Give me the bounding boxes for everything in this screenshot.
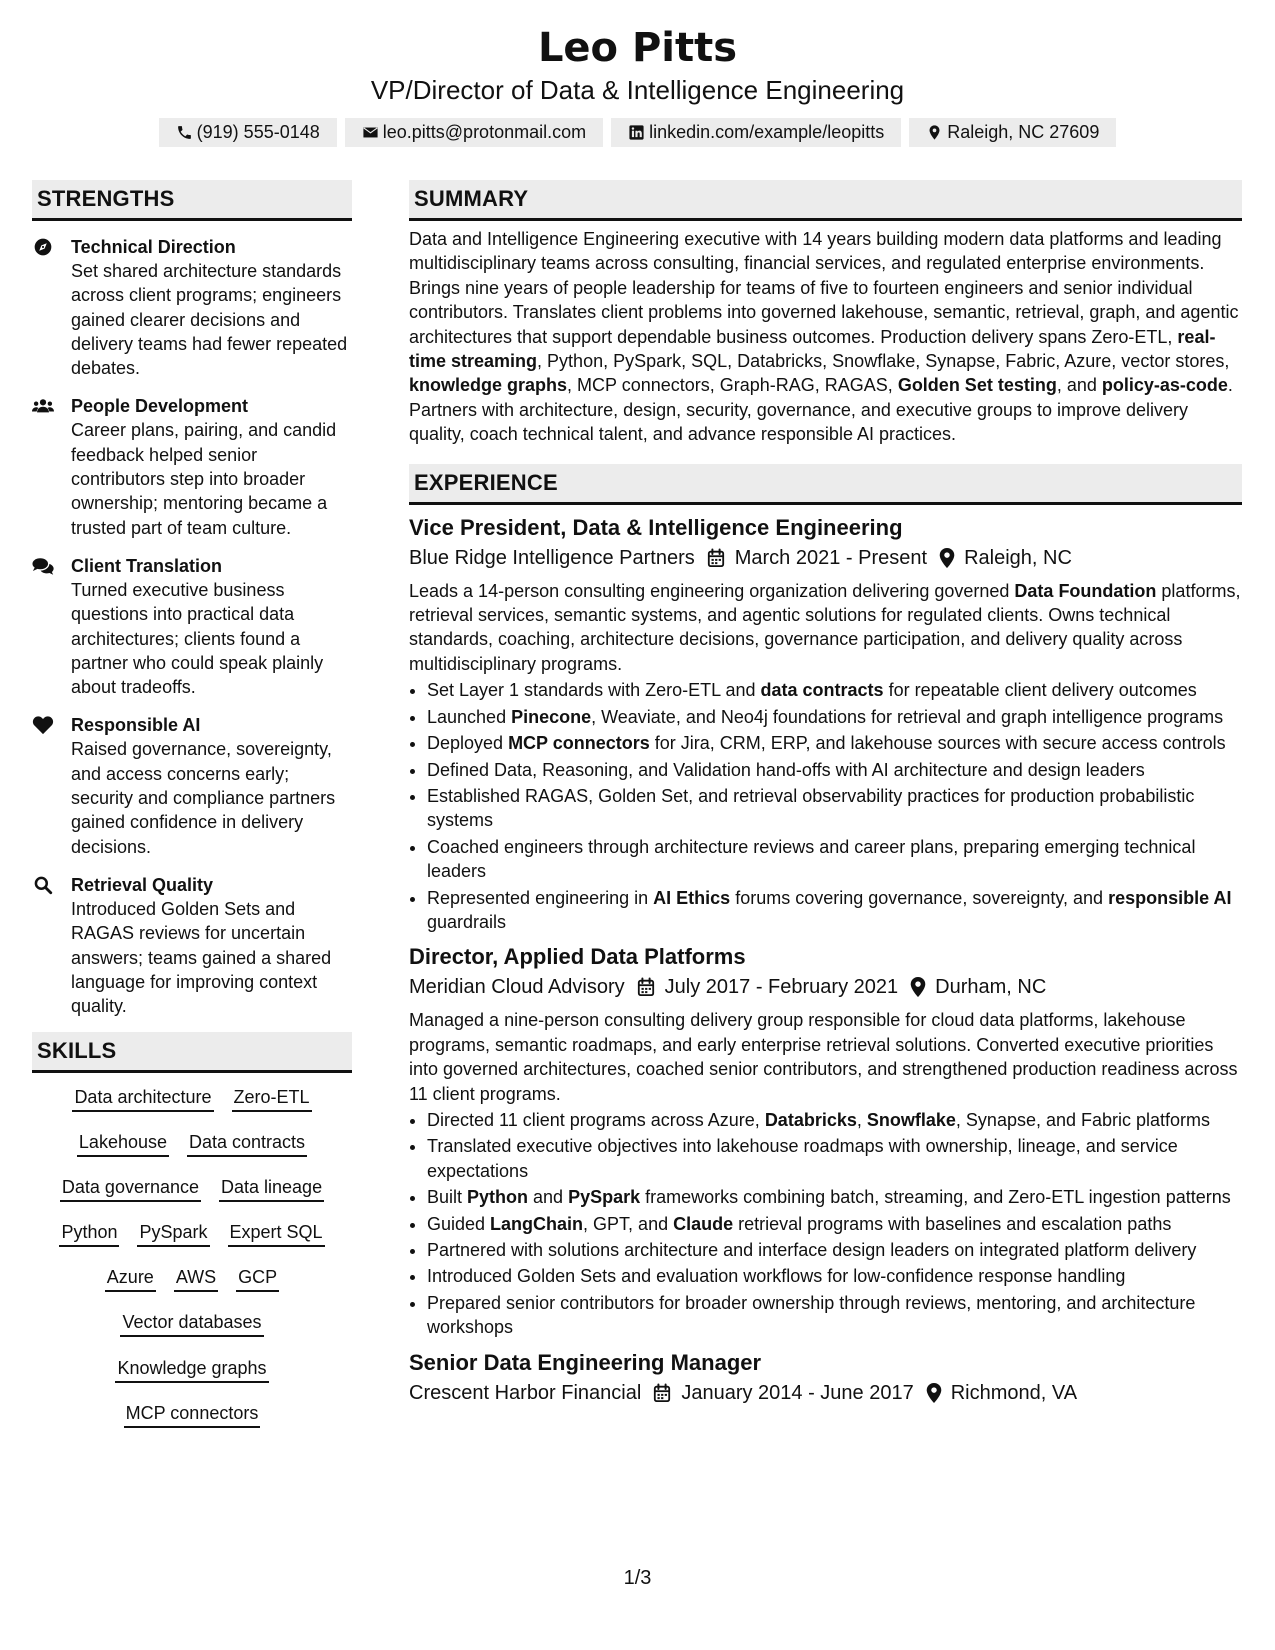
bullet-run: Built	[427, 1187, 468, 1208]
job-bullets	[409, 1108, 1242, 1340]
job-meta	[409, 1378, 1242, 1408]
strength-desc: Introduced Golden Sets and RAGAS reviews for uncertain answers; teams gained a shared language for improving context quality.	[71, 898, 332, 1017]
bullet-run: , GPT, and	[583, 1213, 674, 1234]
skill-row	[32, 1211, 352, 1256]
skill-row	[32, 1347, 352, 1392]
phone-text: (919) 555-0148	[196, 122, 320, 142]
bullet-run: Partnered with solutions architecture and interface design leaders on integrated platform delivery	[427, 1240, 1197, 1260]
bullet-run: frameworks combining batch, streaming, and Zero-ETL ingestion patterns	[640, 1187, 1231, 1208]
skill-tag: PySpark	[137, 1220, 209, 1247]
job-entry	[409, 942, 1242, 1339]
bullet-item	[427, 886, 1242, 935]
bullet-run-bold: LangChain	[490, 1213, 584, 1234]
bullet-run-bold: Pinecone	[511, 706, 592, 727]
bullet-run: , Weaviate, and Neo4j foundations for retrieval and graph intelligence programs	[591, 706, 1224, 727]
job-entry	[409, 1348, 1242, 1408]
email-chip[interactable]	[345, 118, 603, 147]
summary-run: , MCP connectors, Graph-RAG, RAGAS,	[567, 375, 898, 396]
job-company: Crescent Harbor Financial	[409, 1381, 642, 1404]
skill-tag: Data governance	[60, 1175, 201, 1202]
strength-desc: Career plans, pairing, and candid feedback helped senior contributors step into broader ownership; mentoring became a trusted part of team culture.	[71, 420, 337, 538]
right-column	[409, 180, 1242, 1408]
skill-tag: Lakehouse	[77, 1130, 169, 1157]
linkedin-icon	[628, 124, 645, 141]
calendar-icon	[653, 1383, 671, 1403]
bullet-run: retrieval programs with baselines and escalation paths	[733, 1213, 1172, 1234]
bullet-run: Set Layer 1 standards with Zero-ETL and	[427, 680, 761, 701]
strength-title: Responsible AI	[71, 715, 201, 736]
strength-item	[32, 873, 352, 1018]
job-dates: March 2021 - Present	[734, 546, 928, 569]
bullet-run-bold: responsible AI	[1108, 887, 1232, 908]
page-number: 1/3	[623, 1567, 652, 1589]
bullet-item	[427, 1185, 1242, 1209]
bullet-run: Coached engineers through architecture reviews and career plans, preparing emerging technical leaders	[427, 836, 1196, 882]
desc-run: platforms, retrieval services, semantic systems, and agentic solutions for regulated clients. Owns technical standards, coaching, architecture decisions, governance participation, and delivery quality across multidisciplinary programs.	[409, 580, 1241, 674]
job-location: Raleigh, NC	[964, 546, 1072, 569]
skills-heading: SKILLS	[32, 1032, 352, 1073]
calendar-icon	[707, 548, 725, 568]
email-text: leo.pitts@protonmail.com	[382, 122, 587, 142]
location-chip	[909, 118, 1116, 147]
summary-run-bold: knowledge graphs	[409, 375, 568, 396]
job-dates: July 2017 - February 2021	[664, 976, 899, 999]
bullet-run: , Synapse, and Fabric platforms	[955, 1109, 1211, 1130]
skill-tag: Expert SQL	[228, 1220, 325, 1247]
envelope-icon	[362, 124, 379, 141]
bullet-run: guardrails	[427, 911, 507, 932]
bullet-run-bold: Snowflake	[866, 1109, 956, 1130]
bullet-run: for Jira, CRM, ERP, and lakehouse sources with secure access controls	[649, 733, 1226, 754]
desc-run-bold: Data Foundation	[1014, 580, 1157, 601]
job-meta	[409, 972, 1242, 1002]
skills-list	[32, 1075, 352, 1437]
bullet-run: Guided	[427, 1213, 491, 1234]
summary-text	[409, 227, 1242, 447]
search-icon	[32, 875, 54, 895]
summary-run-bold: policy-as-code	[1101, 375, 1228, 396]
job-company: Meridian Cloud Advisory	[409, 976, 625, 999]
bullet-item	[427, 731, 1242, 755]
location-text: Raleigh, NC 27609	[947, 122, 1100, 142]
strength-desc: Set shared architecture standards across client programs; engineers gained clearer decisions and delivery teams had fewer repeated debates.	[71, 261, 348, 379]
skill-tag: Azure	[105, 1265, 156, 1292]
users-icon	[32, 396, 54, 416]
bullet-run: Translated executive objectives into lakehouse roadmaps with ownership, lineage, and service expectations	[427, 1136, 1178, 1181]
job-company: Blue Ridge Intelligence Partners	[409, 546, 695, 569]
bullet-run-bold: Claude	[673, 1213, 734, 1234]
bullet-run: Deployed	[427, 733, 509, 754]
summary-run: , and	[1056, 375, 1102, 396]
bullet-run: Launched	[427, 706, 512, 727]
summary-run-bold: Golden Set testing	[897, 375, 1057, 396]
skill-row	[32, 1121, 352, 1166]
strength-desc: Turned executive business questions into practical data architectures; clients found a partner who could speak plainly about tradeoffs.	[71, 579, 324, 698]
phone-chip[interactable]	[159, 118, 337, 147]
skill-tag: Data architecture	[72, 1085, 213, 1112]
summary-run: . Partners with architecture, design, security, governance, and executive groups to improve delivery quality, coach technical talent, and advance responsible AI practices.	[409, 375, 1233, 445]
skill-row	[32, 1166, 352, 1211]
strength-title: People Development	[71, 396, 249, 417]
candidate-title: VP/Director of Data & Intelligence Engineering	[370, 75, 905, 105]
map-pin-icon	[939, 548, 955, 568]
bullet-run: Directed 11 client programs across Azure,	[427, 1109, 765, 1130]
summary-run-bold: real-time streaming	[409, 326, 1216, 372]
skill-row	[32, 1075, 352, 1120]
job-entry	[409, 513, 1242, 935]
compass-icon	[32, 237, 54, 257]
job-dates: January 2014 - June 2017	[681, 1381, 914, 1404]
bullet-run: forums covering governance, sovereignty, and	[730, 887, 1109, 908]
summary-run: , Python, PySpark, SQL, Databricks, Snowflake, Synapse, Fabric, Azure, vector stores,	[537, 351, 1230, 372]
map-pin-icon	[926, 124, 943, 141]
skill-tag: MCP connectors	[124, 1401, 261, 1428]
job-title: Vice President, Data & Intelligence Engineering	[409, 514, 903, 540]
job-meta	[409, 543, 1242, 573]
bullet-run: ,	[856, 1109, 867, 1130]
map-pin-icon	[926, 1383, 942, 1403]
skill-tag: Data lineage	[219, 1175, 324, 1202]
bullet-run-bold: Python	[467, 1187, 529, 1208]
experience-heading: EXPERIENCE	[409, 464, 1242, 505]
job-description	[409, 579, 1242, 677]
bullet-item	[427, 1108, 1242, 1132]
bullet-run-bold: Databricks	[764, 1109, 857, 1130]
contact-bar	[0, 118, 1275, 147]
bullet-item	[427, 1291, 1242, 1340]
skill-tag: AWS	[174, 1265, 218, 1292]
bullet-run: Defined Data, Reasoning, and Validation hand-offs with AI architecture and design leaders	[427, 759, 1145, 780]
bullet-run: for repeatable client delivery outcomes	[883, 680, 1197, 701]
strength-title: Client Translation	[71, 555, 223, 576]
skill-tag: Data contracts	[187, 1130, 307, 1157]
skill-row	[32, 1301, 352, 1346]
job-description	[409, 1008, 1242, 1106]
bullet-item	[427, 678, 1242, 702]
job-title: Director, Applied Data Platforms	[409, 944, 746, 970]
strength-desc: Raised governance, sovereignty, and access concerns early; security and compliance partners gained confidence in delivery decisions.	[71, 739, 336, 857]
strength-title: Technical Direction	[71, 237, 236, 257]
strength-item	[32, 235, 352, 380]
bullet-item	[427, 758, 1242, 782]
bullet-run: Prepared senior contributors for broader ownership through reviews, mentoring, and architecture workshops	[427, 1292, 1196, 1338]
strength-item	[32, 554, 352, 699]
comments-icon	[32, 556, 54, 576]
resume-header	[0, 22, 1275, 147]
skill-tag: Zero-ETL	[232, 1085, 312, 1112]
bullet-run: Established RAGAS, Golden Set, and retrieval observability practices for production probabilistic systems	[427, 785, 1195, 831]
bullet-run: and	[528, 1187, 569, 1208]
heart-icon	[32, 715, 54, 735]
bullet-run-bold: PySpark	[568, 1187, 641, 1208]
bullet-item	[427, 835, 1242, 884]
skill-tag: Vector databases	[120, 1310, 263, 1337]
bullet-item	[427, 1264, 1242, 1288]
bullet-item	[427, 1134, 1242, 1183]
strength-title: Retrieval Quality	[71, 874, 214, 895]
strength-item	[32, 394, 352, 539]
bullet-item	[427, 705, 1242, 729]
strengths-list	[32, 235, 352, 1018]
left-column	[32, 180, 352, 1437]
linkedin-chip[interactable]	[611, 118, 901, 147]
map-pin-icon	[910, 977, 926, 997]
skill-row	[32, 1256, 352, 1301]
linkedin-text: linkedin.com/example/leopitts	[649, 122, 885, 142]
bullet-item	[427, 784, 1242, 833]
summary-heading: SUMMARY	[409, 180, 1242, 221]
skill-tag: Python	[59, 1220, 119, 1247]
bullet-item	[427, 1212, 1242, 1236]
bullet-run-bold: AI Ethics	[653, 887, 731, 908]
strength-item	[32, 713, 352, 858]
bullet-run-bold: data contracts	[760, 680, 884, 701]
phone-icon	[176, 124, 193, 141]
strengths-heading: STRENGTHS	[32, 180, 352, 221]
bullet-run-bold: MCP connectors	[508, 733, 650, 754]
desc-run: Leads a 14-person consulting engineering organization delivering governed	[409, 580, 1015, 601]
calendar-icon	[637, 977, 655, 997]
bullet-item	[427, 1238, 1242, 1262]
job-title: Senior Data Engineering Manager	[409, 1349, 762, 1375]
job-location: Durham, NC	[935, 976, 1047, 999]
bullet-run: Introduced Golden Sets and evaluation workflows for low-confidence response handling	[427, 1266, 1126, 1287]
skill-tag: GCP	[236, 1265, 279, 1292]
skill-tag: Knowledge graphs	[115, 1356, 268, 1383]
desc-run: Managed a nine-person consulting delivery group responsible for cloud data platforms, lakehouse programs, semantic roadmaps, and early enterprise retrieval solutions. Converted executive priorities into governed architectures, coached senior contributors, and strengthened production readiness across 11 client programs.	[409, 1010, 1238, 1104]
job-location: Richmond, VA	[950, 1381, 1078, 1404]
bullet-run: Represented engineering in	[427, 887, 654, 908]
candidate-name: Leo Pitts	[537, 25, 738, 71]
job-bullets	[409, 678, 1242, 934]
skill-row	[32, 1392, 352, 1437]
summary-run: Data and Intelligence Engineering executive with 14 years building modern data platforms and leading multidisciplinary teams across consulting, financial services, and regulated enterprise environments. Brings nine years of people leadership for teams of five to fourteen engineers and senior individual contributors. Translates client problems into governed lakehouse, semantic, retrieval, graph, and agentic architectures that support dependable business outcomes. Production delivery spans Zero-ETL,	[409, 229, 1239, 347]
